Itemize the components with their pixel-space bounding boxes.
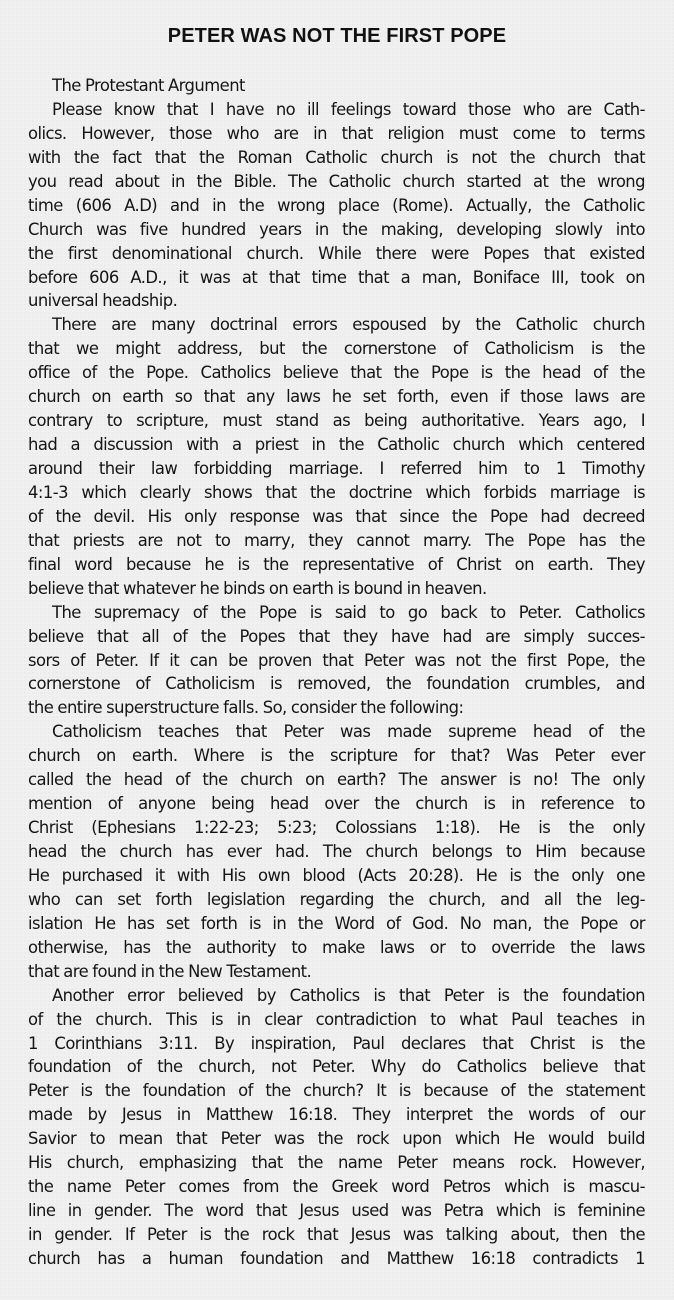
text-line: islation He has set forth is in the Word of God. No man, the Pope or: [28, 913, 645, 933]
paragraph: [28, 313, 645, 600]
text-line: that we might address, but the cornerstone of Catholicism is the: [28, 339, 645, 359]
text-line: 1 Corinthians 3:11. By inspiration, Paul declares that Christ is the: [28, 1033, 645, 1053]
text-line: in gender. If Peter is the rock that Jesus was talking about, then the: [28, 1225, 645, 1244]
text-line: before 606 A.D., it was at that time that a man, Boniface III, took on: [28, 267, 645, 287]
text-line: Peter is the foundation of the church? It is because of the statement: [28, 1081, 645, 1101]
text-line: foundation of the church, not Peter. Why do Catholics believe that: [28, 1057, 645, 1077]
text-line: with the fact that the Roman Catholic church is not the church that: [28, 147, 645, 167]
text-line: of the devil. His only response was that since the Pope had decreed: [28, 506, 645, 526]
text-line: believe that all of the Popes that they have had are simply succes-: [28, 626, 645, 646]
paragraph: [28, 720, 645, 983]
text-line: The Protestant Argument: [52, 76, 245, 95]
text-line: who can set forth legislation regarding the church, and all the leg-: [28, 889, 645, 909]
text-line: time (606 A.D) and in the wrong place (Rome). Actually, the Catholic: [28, 195, 645, 215]
text-line: the entire superstructure falls. So, consider the following:: [28, 698, 464, 718]
text-line: around their law forbidding marriage. I referred him to 1 Timothy: [28, 459, 645, 478]
text-line: Christ (Ephesians 1:22-23; 5:23; Colossians 1:18). He is the only: [28, 818, 645, 838]
paragraph: [28, 98, 645, 313]
page-title: PETER WAS NOT THE FIRST POPE: [167, 25, 507, 47]
text-line: His church, emphasizing that the name Peter means rock. However,: [28, 1153, 645, 1173]
text-line: cornerstone of Catholicism is removed, the foundation crumbles, and: [28, 674, 645, 694]
text-line: contrary to scripture, must stand as being authoritative. Years ago, I: [28, 411, 645, 431]
text-line: that priests are not to marry, they cannot marry. The Pope has the: [28, 530, 645, 550]
text-line: church has a human foundation and Matthew 16:18 contradicts 1: [28, 1248, 645, 1268]
text-line: He purchased it with His own blood (Acts 20:28). He is the only one: [28, 865, 645, 885]
text-line: line in gender. The word that Jesus used was Petra which is feminine: [28, 1201, 645, 1221]
text-line: Savior to mean that Peter was the rock upon which He would build: [28, 1129, 645, 1149]
paragraph: [28, 984, 645, 1271]
text-line: olics. However, those who are in that religion must come to terms: [28, 123, 645, 143]
text-line: head the church has ever had. The church belongs to Him because: [28, 842, 645, 861]
text-line: sors of Peter. If it can be proven that Peter was not the first Pope, the: [28, 650, 645, 670]
text-line: church on earth so that any laws he set forth, even if those laws are: [28, 387, 645, 407]
text-line: Another error believed by Catholics is that Peter is the foundation: [52, 985, 645, 1005]
article-body: [28, 74, 645, 1271]
text-line: that are found in the New Testament.: [28, 961, 312, 981]
paragraph: [28, 601, 645, 721]
text-line: There are many doctrinal errors espoused by the Catholic church: [52, 315, 645, 335]
text-line: office of the Pope. Catholics believe that the Pope is the head of the: [28, 363, 645, 383]
text-line: church on earth. Where is the scripture for that? Was Peter ever: [28, 746, 645, 766]
text-line: made by Jesus in Matthew 16:18. They interpret the words of our: [28, 1105, 645, 1125]
text-line: final word because he is the representative of Christ on earth. They: [28, 554, 645, 574]
text-line: the name Peter comes from the Greek word Petros which is mascu-: [28, 1177, 645, 1197]
text-line: of the church. This is in clear contradiction to what Paul teaches in: [28, 1009, 645, 1029]
text-line: called the head of the church on earth? The answer is no! The only: [28, 770, 645, 790]
text-line: you read about in the Bible. The Catholic church started at the wrong: [28, 171, 645, 191]
text-line: The supremacy of the Pope is said to go back to Peter. Catholics: [52, 602, 645, 622]
text-line: had a discussion with a priest in the Catholic church which centered: [28, 435, 645, 455]
text-line: universal headship.: [28, 291, 178, 311]
text-line: Church was five hundred years in the making, developing slowly into: [28, 219, 645, 239]
text-line: the first denominational church. While there were Popes that existed: [28, 243, 645, 263]
text-line: otherwise, has the authority to make laws or to override the laws: [28, 937, 645, 957]
text-line: Catholicism teaches that Peter was made supreme head of the: [52, 722, 645, 742]
paragraph-subtitle: [28, 74, 645, 98]
text-line: believe that whatever he binds on earth is bound in heaven.: [28, 578, 487, 598]
text-line: mention of anyone being head over the church is in reference to: [28, 794, 645, 814]
text-line: 4:1-3 which clearly shows that the doctrine which forbids marriage is: [28, 482, 645, 502]
text-line: Please know that I have no ill feelings toward those who are Cath-: [52, 99, 645, 119]
